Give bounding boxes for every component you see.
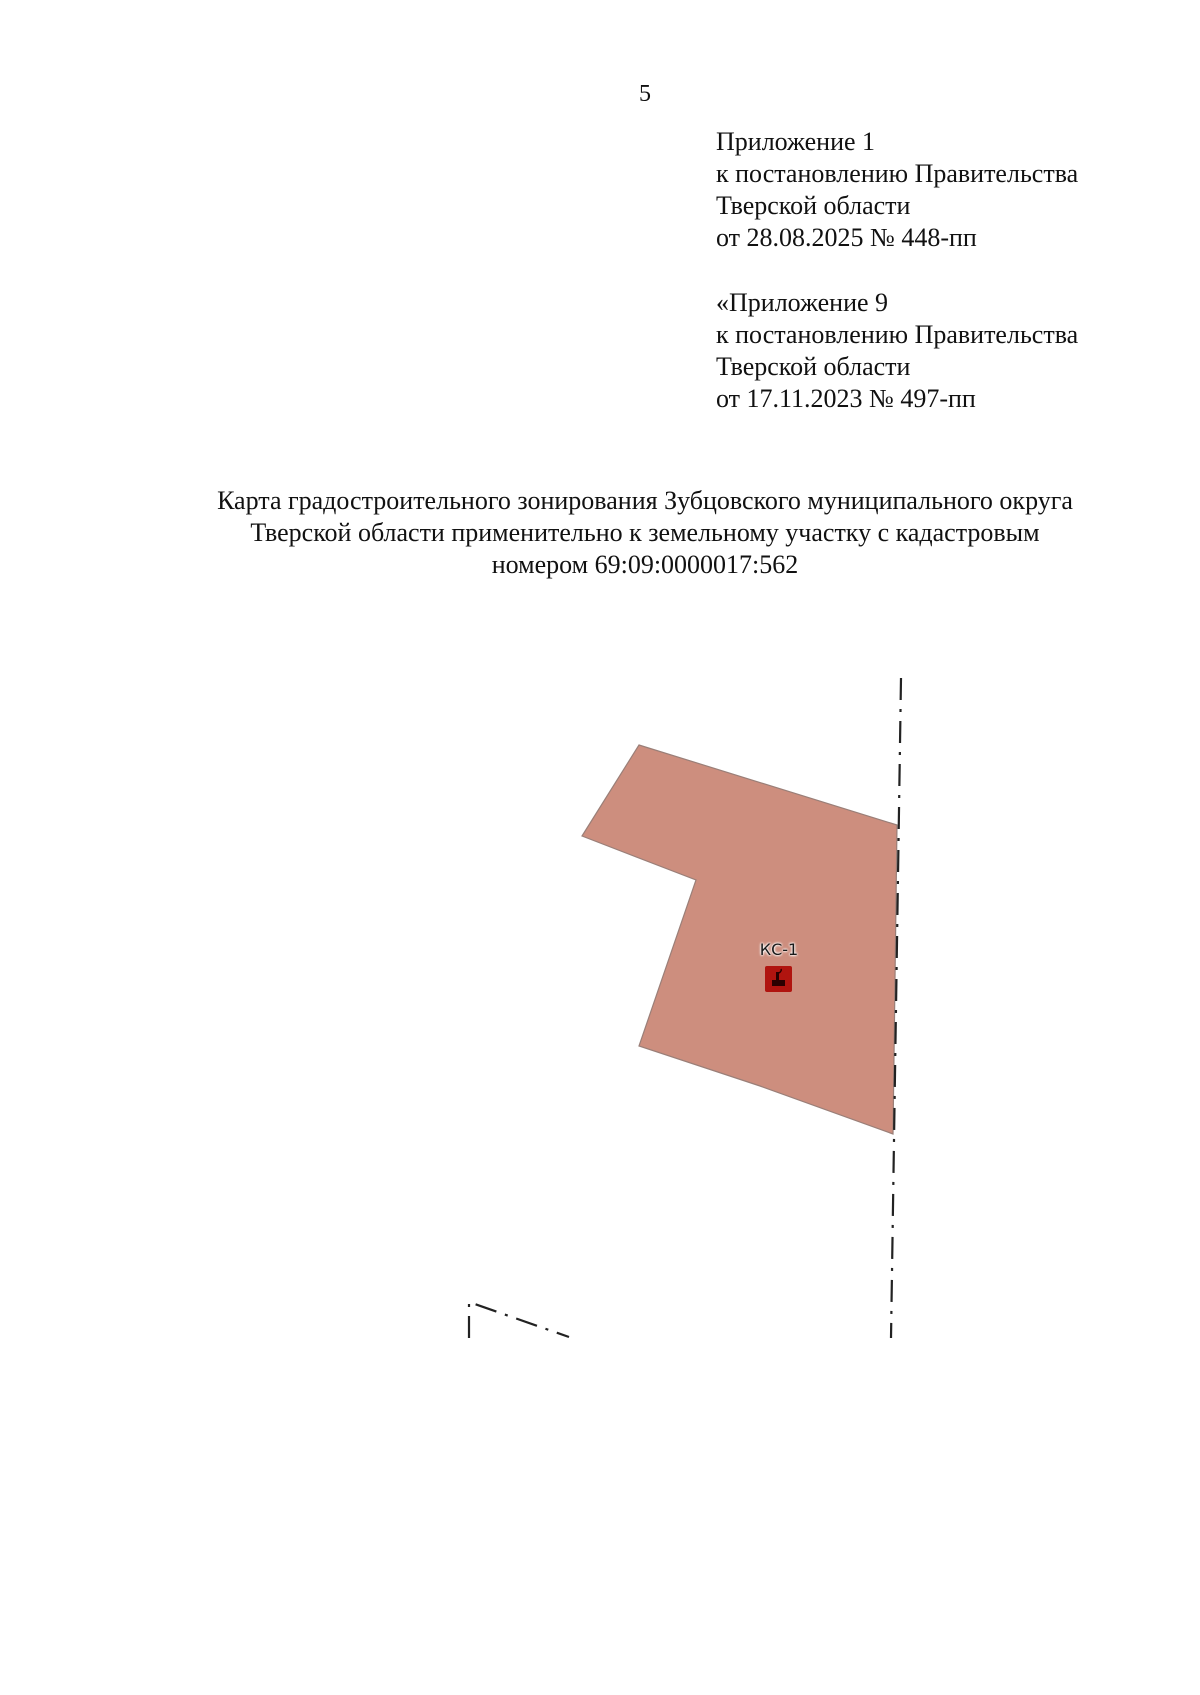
map-title-line-2: Тверской области применительно к земельному участку с кадастровым bbox=[250, 518, 1040, 547]
appendix-9-line-3: Тверской области bbox=[716, 352, 911, 381]
appendix-9-line-2: к постановлению Правительства bbox=[716, 320, 1079, 349]
appendix-1-line-2: к постановлению Правительства bbox=[716, 159, 1079, 188]
map-title-line-3: номером 69:09:0000017:562 bbox=[491, 550, 799, 579]
appendix-9-line-4: от 17.11.2023 № 497-пп bbox=[716, 384, 976, 413]
boundary-line-corner bbox=[469, 1302, 569, 1338]
appendix-1-line-4: от 28.08.2025 № 448-пп bbox=[716, 223, 977, 252]
industrial-facility-icon bbox=[765, 966, 792, 992]
appendix-9-line-1: «Приложение 9 bbox=[716, 288, 889, 317]
page-number: 5 bbox=[639, 81, 651, 107]
map-title-line-1: Карта градостроительного зонирования Зубцовского муниципального округа bbox=[217, 486, 1073, 515]
appendix-1-line-3: Тверской области bbox=[716, 191, 911, 220]
zone-label: КС-1 bbox=[759, 940, 799, 959]
appendix-1-line-1: Приложение 1 bbox=[716, 127, 876, 156]
zone-parcel bbox=[582, 745, 897, 1134]
